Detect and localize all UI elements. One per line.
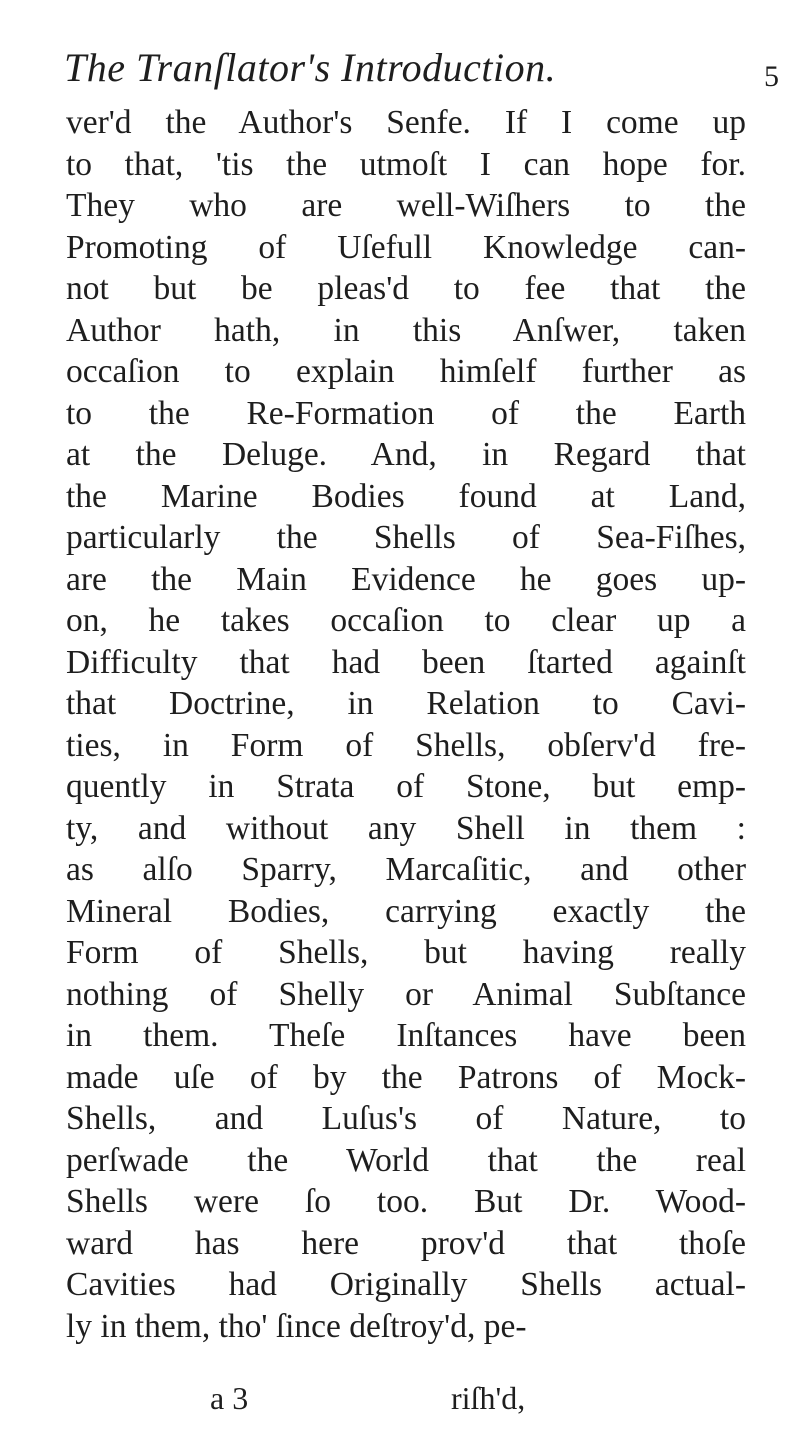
text-line: to that, 'tis the utmoſt I can hope for. (66, 145, 746, 183)
page-header (64, 44, 784, 104)
text-line: at the Deluge. And, in Regard that (66, 436, 746, 473)
text-line: are the Main Evidence he goes up- (66, 560, 746, 598)
text-line: nothing of Shelly or Animal Subſtance (66, 975, 746, 1013)
text-line: ward has here prov'd that thoſe (66, 1224, 746, 1262)
text-line: Author hath, in this Anſwer, taken (66, 311, 746, 349)
body-text (66, 102, 746, 1347)
text-line: Cavities had Originally Shells actual- (66, 1266, 746, 1303)
text-line: as alſo Sparry, Marcaſitic, and other (66, 851, 746, 888)
text-line: ties, in Form of Shells, obſerv'd fre- (66, 726, 746, 764)
text-line: in them. Theſe Inſtances have been (66, 1017, 746, 1054)
running-title: The Tranſlator's Introduction. (64, 45, 557, 90)
text-line: occaſion to explain himſelf further as (66, 353, 746, 390)
text-line: perſwade the World that the real (66, 1141, 746, 1179)
text-line: quently in Strata of Stone, but emp- (66, 768, 746, 805)
text-line: Difficulty that had been ſtarted againſt (66, 643, 746, 681)
text-line: ver'd the Author's Senfe. If I come up (66, 104, 746, 141)
text-line: Shells, and Luſus's of Nature, to (66, 1100, 746, 1137)
text-line: ty, and without any Shell in them : (66, 809, 746, 847)
text-line: made uſe of by the Patrons of Mock- (66, 1058, 746, 1096)
text-line: particularly the Shells of Sea-Fiſhes, (66, 519, 746, 556)
text-line: They who are well-Wiſhers to the (66, 187, 746, 224)
text-line: to the Re-Formation of the Earth (66, 394, 746, 432)
text-line: not but be pleas'd to fee that the (66, 270, 746, 307)
text-line: that Doctrine, in Relation to Cavi- (66, 685, 746, 722)
catchword: riſh'd, (451, 1380, 526, 1416)
text-line: on, he takes occaſion to clear up a (66, 602, 746, 639)
signature-mark: a 3 (210, 1380, 249, 1416)
text-line: ly in them, tho' ſince deſtroy'd, pe- (66, 1307, 527, 1345)
text-line: Mineral Bodies, carrying exactly the (66, 892, 746, 930)
text-line: Promoting of Uſefull Knowledge can- (66, 228, 746, 266)
text-line: Shells were ſo too. But Dr. Wood- (66, 1183, 746, 1220)
page-number: 5 (764, 60, 779, 93)
text-line: the Marine Bodies found at Land, (66, 477, 746, 515)
footer-line (66, 1380, 746, 1420)
text-line: Form of Shells, but having really (66, 934, 746, 971)
